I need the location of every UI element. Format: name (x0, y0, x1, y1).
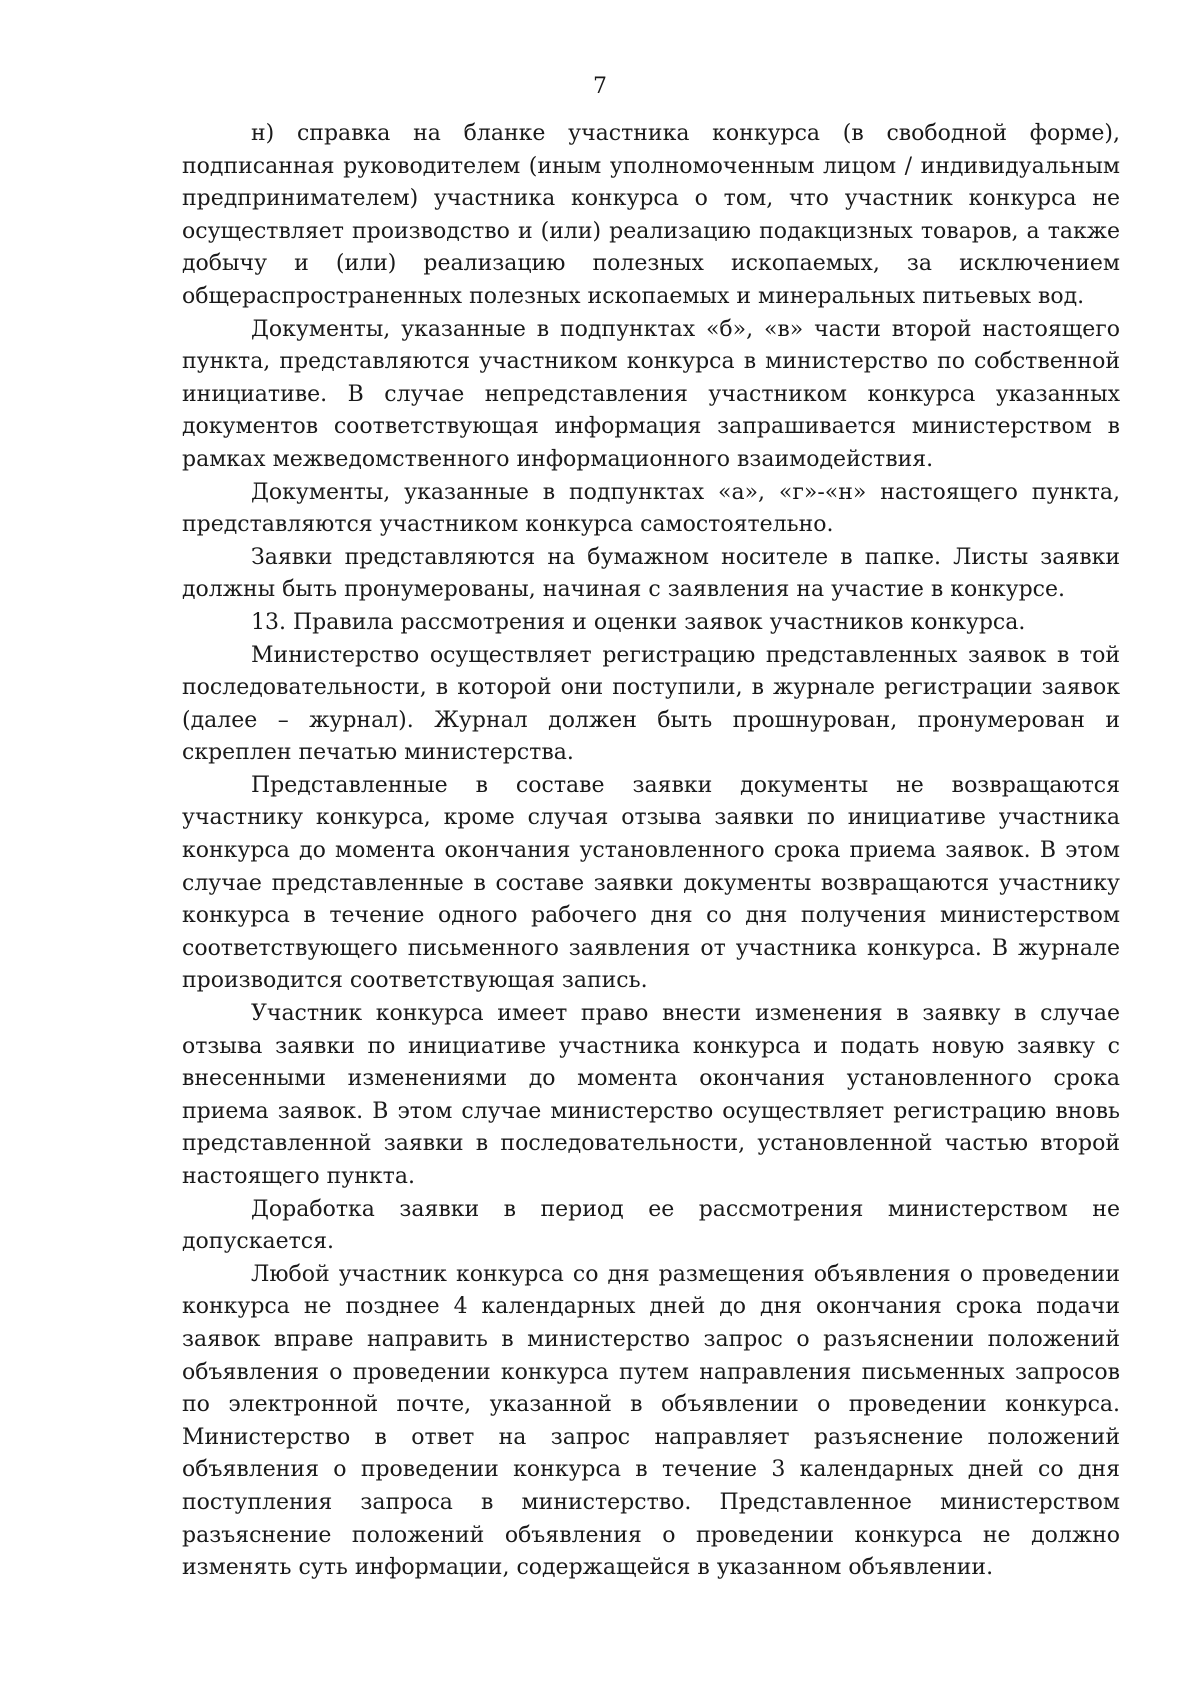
paragraph-section-13-heading: 13. Правила рассмотрения и оценки заявок участников конкурса. (251, 609, 1026, 635)
paragraph-application-changes: Участник конкурса имеет право внести изменения в заявку в случае отзыва заявки по инициативе участника конкурса и подать новую заявку с внесенными изменениями до момента окончания установленного срока приема заявок. В этом случае министерство осуществляет регистрацию вновь представленной заявки в последовательности, установленной частью второй настоящего пункта. (182, 1001, 1120, 1189)
page-number: 7 (593, 74, 607, 99)
paragraph-registration: Министерство осуществляет регистрацию представленных заявок в той последовательности, в которой они поступили, в журнале регистрации заявок (далее – журнал). Журнал должен быть прошнурован, пронумерован и скреплен печатью министерства. (182, 642, 1120, 766)
paragraph-documents-a-n: Документы, указанные в подпунктах «а», «г»-«н» настоящего пункта, представляются участником конкурса самостоятельно. (182, 479, 1120, 538)
paragraph-clarification-request: Любой участник конкурса со дня размещения объявления о проведении конкурса не позднее 4 календарных дней до дня окончания срока подачи заявок вправе направить в министерство запрос о разъяснении положений объявления о проведении конкурса путем направления письменных запросов по электронной почте, указанной в объявлении о проведении конкурса. Министерство в ответ на запрос направляет разъяснение положений объявления о проведении конкурса в течение 3 календарных дней со дня поступления запроса в министерство. Представленное министерством разъяснение положений объявления о проведении конкурса не должно изменять суть информации, содержащейся в указанном объявлении. (182, 1261, 1120, 1581)
paragraph-documents-return: Представленные в составе заявки документы не возвращаются участнику конкурса, кроме случая отзыва заявки по инициативе участника конкурса до момента окончания установленного срока приема заявок. В этом случае представленные в составе заявки документы возвращаются участнику конкурса в течение одного рабочего дня со дня получения министерством соответствующего письменного заявления от участника конкурса. В журнале производится соответствующая запись. (182, 772, 1120, 994)
document-body (182, 118, 1120, 1585)
paragraph-no-revision: Доработка заявки в период ее рассмотрения министерством не допускается. (182, 1196, 1120, 1255)
paragraph-applications-paper: Заявки представляются на бумажном носителе в папке. Листы заявки должны быть пронумерованы, начиная с заявления на участие в конкурсе. (182, 544, 1120, 603)
paragraph-documents-b-v: Документы, указанные в подпунктах «б», «в» части второй настоящего пункта, представляются участником конкурса в министерство по собственной инициативе. В случае непредставления участником конкурса указанных документов соответствующая информация запрашивается министерством в рамках межведомственного информационного взаимодействия. (182, 316, 1120, 472)
paragraph-item-n: н) справка на бланке участника конкурса (в свободной форме), подписанная руководителем (иным уполномоченным лицом / индивидуальным предпринимателем) участника конкурса о том, что участник конкурса не осуществляет производство и (или) реализацию подакцизных товаров, а также добычу и (или) реализацию полезных ископаемых, за исключением общераспространенных полезных ископаемых и минеральных питьевых вод. (182, 121, 1120, 309)
